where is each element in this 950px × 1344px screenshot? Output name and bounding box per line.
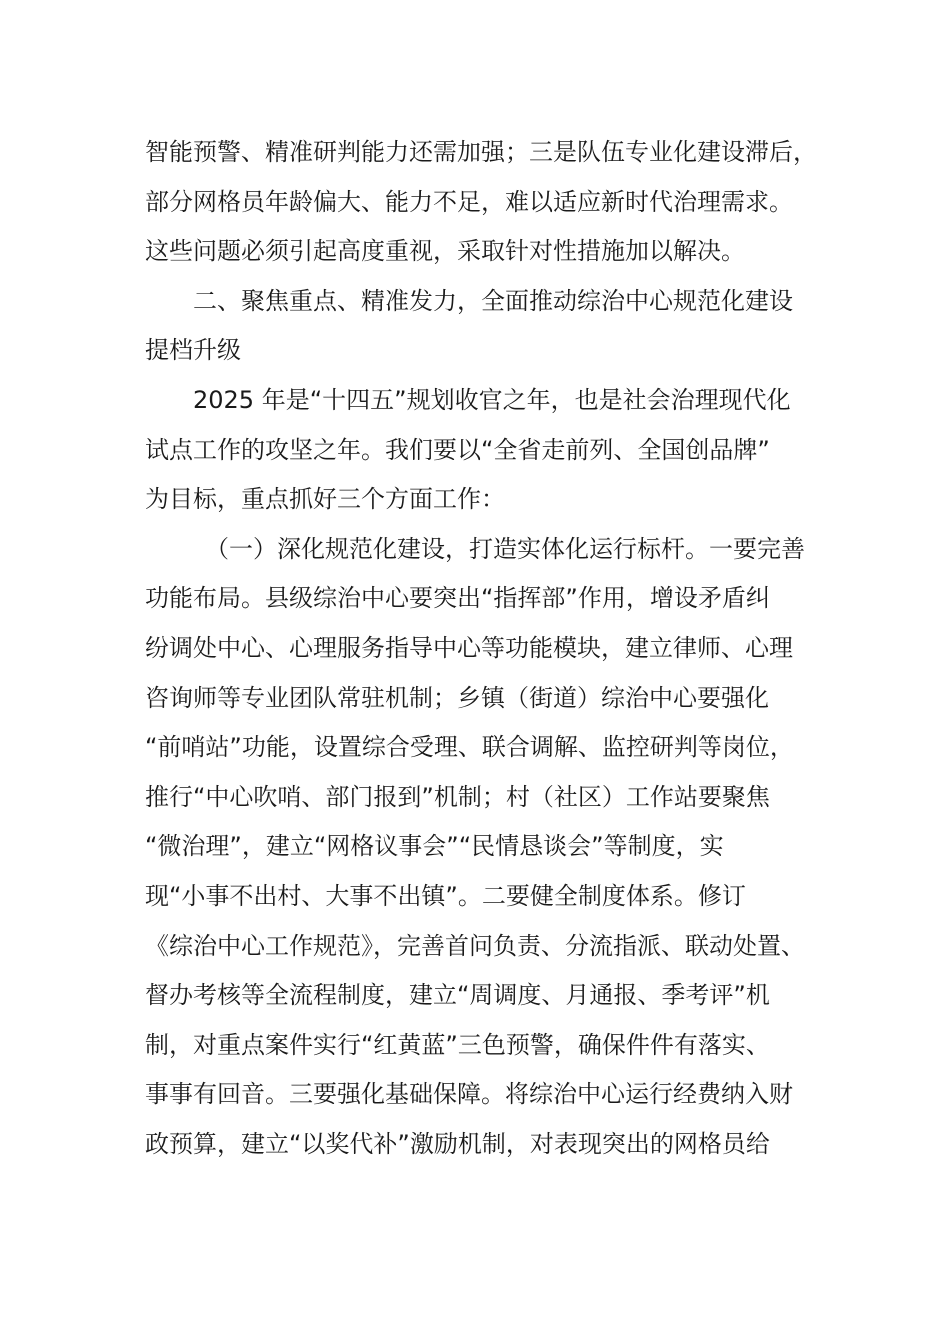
text-line: 试点工作的攻坚之年。我们要以“全省走前列、全国创品牌”	[145, 435, 770, 464]
text-line: 政预算，建立“以奖代补”激励机制，对表现突出的网格员给	[145, 1129, 770, 1158]
text-line: 智能预警、精准研判能力还需加强；三是队伍专业化建设滞后，	[145, 138, 817, 166]
text-line: 督办考核等全流程制度，建立“周调度、月通报、季考评”机	[145, 981, 770, 1010]
text-line: “微治理”，建立“网格议事会”“民情恳谈会”等制度，实	[145, 832, 724, 861]
text-line: 2025 年是“十四五”规划收官之年，也是社会治理现代化	[193, 385, 791, 414]
text-line: “前哨站”功能，设置综合受理、联合调解、监控研判等岗位，	[145, 733, 794, 762]
text-line: 部分网格员年龄偏大、能力不足，难以适应新时代治理需求。	[145, 187, 793, 216]
text-line: 推行“中心吹哨、部门报到”机制；村（社区）工作站要聚焦	[145, 782, 770, 811]
text-line: 《综治中心工作规范》，完善首问负责、分流指派、联动处置、	[145, 931, 805, 960]
text-line: 咨询师等专业团队常驻机制；乡镇（街道）综治中心要强化	[145, 683, 769, 712]
text-line: 事事有回音。三要强化基础保障。将综治中心运行经费纳入财	[145, 1080, 793, 1109]
text-line: （一）深化规范化建设，打造实体化运行标杆。一要完善	[205, 534, 805, 563]
text-line: 制，对重点案件实行“红黄蓝”三色预警，确保件件有落实、	[145, 1030, 770, 1059]
text-line: 二、聚焦重点、精准发力，全面推动综治中心规范化建设	[193, 286, 793, 315]
text-line: 现“小事不出村、大事不出镇”。二要健全制度体系。修订	[145, 881, 746, 910]
text-line: 功能布局。县级综治中心要突出“指挥部”作用，增设矛盾纠	[145, 584, 770, 613]
text-line: 这些问题必须引起高度重视，采取针对性措施加以解决。	[145, 237, 745, 266]
document-body	[145, 128, 825, 1169]
text-line: 为目标，重点抓好三个方面工作：	[145, 485, 505, 514]
text-line: 纷调处中心、心理服务指导中心等功能模块，建立律师、心理	[145, 633, 793, 662]
text-line: 提档升级	[145, 336, 241, 365]
